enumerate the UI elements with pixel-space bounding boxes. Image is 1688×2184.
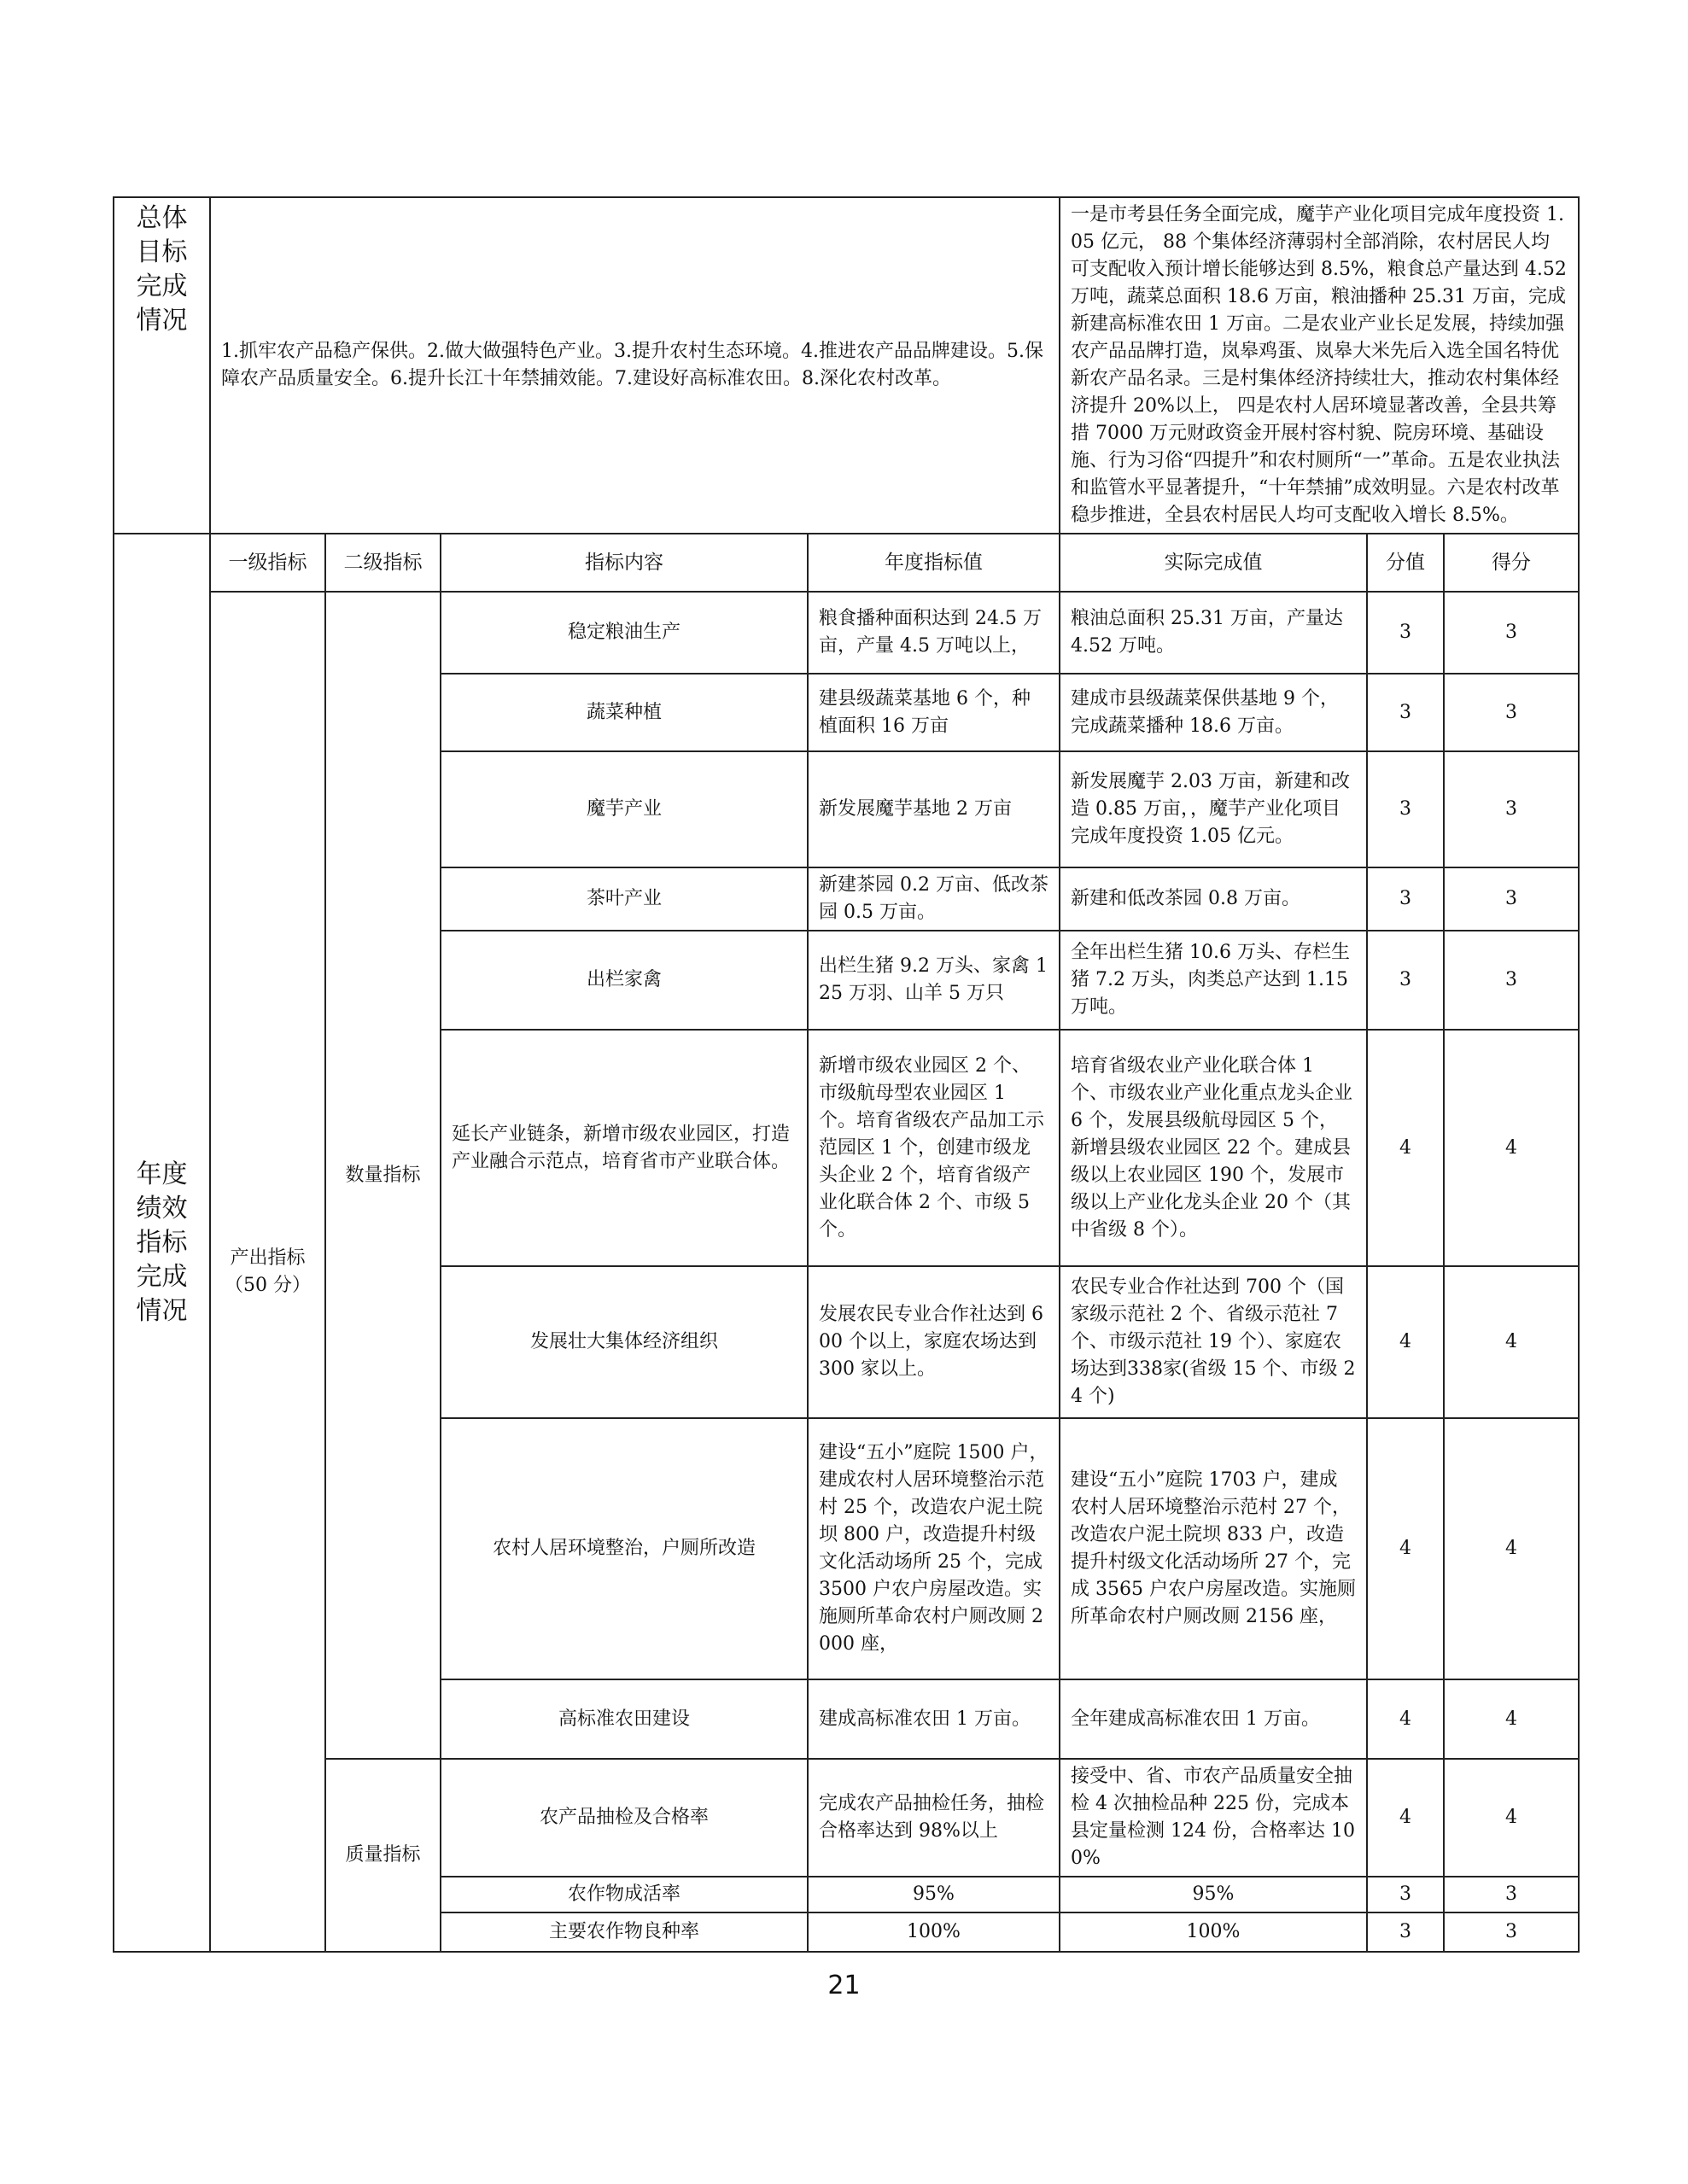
row-actual: 新建和低改茶园 0.8 万亩。 xyxy=(1060,867,1367,931)
header-got: 得分 xyxy=(1444,534,1579,592)
header-level2: 二级指标 xyxy=(325,534,441,592)
row-actual: 建设“五小”庭院 1703 户，建成农村人居环境整治示范村 27 个，改造农户泥土院坝 833 户，改造提升村级文化活动场所 27 个，完成 3565 户农户房屋改造。实施厕所革命农村户厕改厕 2156 座， xyxy=(1060,1418,1367,1679)
row-actual: 接受中、省、市农产品质量安全抽检 4 次抽检品种 225 份，完成本县定量检测 124 份，合格率达 100% xyxy=(1060,1759,1367,1877)
annual-label: 年度绩效指标完成情况 xyxy=(114,534,210,1952)
row-actual: 建成市县级蔬菜保供基地 9 个，完成蔬菜播种 18.6 万亩。 xyxy=(1060,674,1367,751)
row-target: 新建茶园 0.2 万亩、低改茶园 0.5 万亩。 xyxy=(808,867,1060,931)
row-target: 粮食播种面积达到 24.5 万亩，产量 4.5 万吨以上， xyxy=(808,592,1060,674)
row-score: 4 xyxy=(1367,1030,1444,1266)
row-score: 3 xyxy=(1367,931,1444,1030)
row-got: 4 xyxy=(1444,1418,1579,1679)
row-target: 建设“五小”庭院 1500 户，建成农村人居环境整治示范村 25 个，改造农户泥土院坝 800 户，改造提升村级文化活动场所 25 个，完成 3500 户农户房屋改造。实施厕所革命农村户厕改厕 2000 座， xyxy=(808,1418,1060,1679)
row-actual: 农民专业合作社达到 700 个（国家级示范社 2 个、省级示范社 7 个、市级示范社 19 个）、家庭农场达到338家(省级 15 个、市级 24 个) xyxy=(1060,1266,1367,1418)
row-got: 4 xyxy=(1444,1679,1579,1759)
table-row xyxy=(114,592,1579,674)
row-actual: 培育省级农业产业化联合体 1 个、市级农业产业化重点龙头企业 6 个，发展县级航母园区 5 个，新增县级农业园区 22 个。建成县级以上农业园区 190 个，发展市级以上产业化龙头企业 20 个（其中省级 8 个）。 xyxy=(1060,1030,1367,1266)
row-score: 3 xyxy=(1367,674,1444,751)
row-got: 3 xyxy=(1444,674,1579,751)
overall-target: 1.抓牢农产品稳产保供。2.做大做强特色产业。3.提升农村生态环境。4.推进农产品品牌建设。5.保障农产品质量安全。6.提升长江十年禁捕效能。7.建设好高标准农田。8.深化农村改革。 xyxy=(210,197,1060,534)
row-score: 4 xyxy=(1367,1679,1444,1759)
row-content: 农作物成活率 xyxy=(441,1877,808,1912)
row-got: 3 xyxy=(1444,1912,1579,1952)
row-actual: 95% xyxy=(1060,1877,1367,1912)
header-actual: 实际完成值 xyxy=(1060,534,1367,592)
header-score: 分值 xyxy=(1367,534,1444,592)
row-content: 蔬菜种植 xyxy=(441,674,808,751)
row-score: 3 xyxy=(1367,751,1444,867)
row-content: 高标准农田建设 xyxy=(441,1679,808,1759)
row-content: 茶叶产业 xyxy=(441,867,808,931)
row-score: 4 xyxy=(1367,1418,1444,1679)
row-actual: 粮油总面积 25.31 万亩，产量达 4.52 万吨。 xyxy=(1060,592,1367,674)
row-target: 发展农民专业合作社达到 600 个以上，家庭农场达到 300 家以上。 xyxy=(808,1266,1060,1418)
row-content: 魔芋产业 xyxy=(441,751,808,867)
overall-row xyxy=(114,197,1579,534)
row-got: 3 xyxy=(1444,931,1579,1030)
overall-label: 总体目标完成情况 xyxy=(114,197,210,534)
row-got: 4 xyxy=(1444,1266,1579,1418)
row-actual: 新发展魔芋 2.03 万亩，新建和改造 0.85 万亩，，魔芋产业化项目完成年度投资 1.05 亿元。 xyxy=(1060,751,1367,867)
row-got: 3 xyxy=(1444,592,1579,674)
row-target: 建成高标准农田 1 万亩。 xyxy=(808,1679,1060,1759)
row-score: 3 xyxy=(1367,1877,1444,1912)
row-got: 3 xyxy=(1444,1877,1579,1912)
overall-actual: 一是市考县任务全面完成，魔芋产业化项目完成年度投资 1.05 亿元， 88 个集体经济薄弱村全部消除，农村居民人均可支配收入预计增长能够达到 8.5%，粮食总产量达到 4.52 万吨，蔬菜总面积 18.6 万亩，粮油播种 25.31 万亩，完成新建高标准农田 1 万亩。二是农业产业长足发展，持续加强农产品品牌打造，岚皋鸡蛋、岚皋大米先后入选全国名特优新农产品名录。三是村集体经济持续壮大，推动农村集体经济提升 20%以上， 四是农村人居环境显著改善，全县共筹措 7000 万元财政资金开展村容村貌、院房环境、基础设施、行为习俗“四提升”和农村厕所“一”革命。五是农业执法和监管水平显著提升，“十年禁捕”成效明显。六是农村改革稳步推进，全县农村居民人均可支配收入增长 8.5%。 xyxy=(1060,197,1579,534)
row-target: 出栏生猪 9.2 万头、家禽 125 万羽、山羊 5 万只 xyxy=(808,931,1060,1030)
row-content: 农产品抽检及合格率 xyxy=(441,1759,808,1877)
level1-output: 产出指标（50 分） xyxy=(210,592,325,1952)
page-number: 21 xyxy=(827,1971,861,2000)
row-content: 农村人居环境整治，户厕所改造 xyxy=(441,1418,808,1679)
row-score: 3 xyxy=(1367,592,1444,674)
row-actual: 全年建成高标准农田 1 万亩。 xyxy=(1060,1679,1367,1759)
row-content: 主要农作物良种率 xyxy=(441,1912,808,1952)
row-content: 出栏家禽 xyxy=(441,931,808,1030)
row-score: 4 xyxy=(1367,1759,1444,1877)
row-target: 新发展魔芋基地 2 万亩 xyxy=(808,751,1060,867)
row-got: 3 xyxy=(1444,751,1579,867)
header-row xyxy=(114,534,1579,592)
level2-quality: 质量指标 xyxy=(325,1759,441,1952)
table-row xyxy=(114,1759,1579,1877)
row-target: 完成农产品抽检任务，抽检合格率达到 98%以上 xyxy=(808,1759,1060,1877)
row-score: 3 xyxy=(1367,867,1444,931)
row-content: 发展壮大集体经济组织 xyxy=(441,1266,808,1418)
row-actual: 全年出栏生猪 10.6 万头、存栏生猪 7.2 万头，肉类总产达到 1.15 万吨。 xyxy=(1060,931,1367,1030)
performance-table-section xyxy=(113,196,1578,1953)
level2-quantity: 数量指标 xyxy=(325,592,441,1759)
performance-table xyxy=(113,196,1580,1953)
row-actual: 100% xyxy=(1060,1912,1367,1952)
row-content: 稳定粮油生产 xyxy=(441,592,808,674)
header-content: 指标内容 xyxy=(441,534,808,592)
row-content: 延长产业链条，新增市级农业园区，打造产业融合示范点，培育省市产业联合体。 xyxy=(441,1030,808,1266)
row-target: 新增市级农业园区 2 个、市级航母型农业园区 1 个。培育省级农产品加工示范园区 1 个，创建市级龙头企业 2 个，培育省级产业化联合体 2 个、市级 5 个。 xyxy=(808,1030,1060,1266)
row-got: 3 xyxy=(1444,867,1579,931)
row-score: 3 xyxy=(1367,1912,1444,1952)
row-target: 95% xyxy=(808,1877,1060,1912)
row-got: 4 xyxy=(1444,1759,1579,1877)
row-score: 4 xyxy=(1367,1266,1444,1418)
header-target: 年度指标值 xyxy=(808,534,1060,592)
row-target: 100% xyxy=(808,1912,1060,1952)
row-target: 建县级蔬菜基地 6 个，种植面积 16 万亩 xyxy=(808,674,1060,751)
header-level1: 一级指标 xyxy=(210,534,325,592)
row-got: 4 xyxy=(1444,1030,1579,1266)
